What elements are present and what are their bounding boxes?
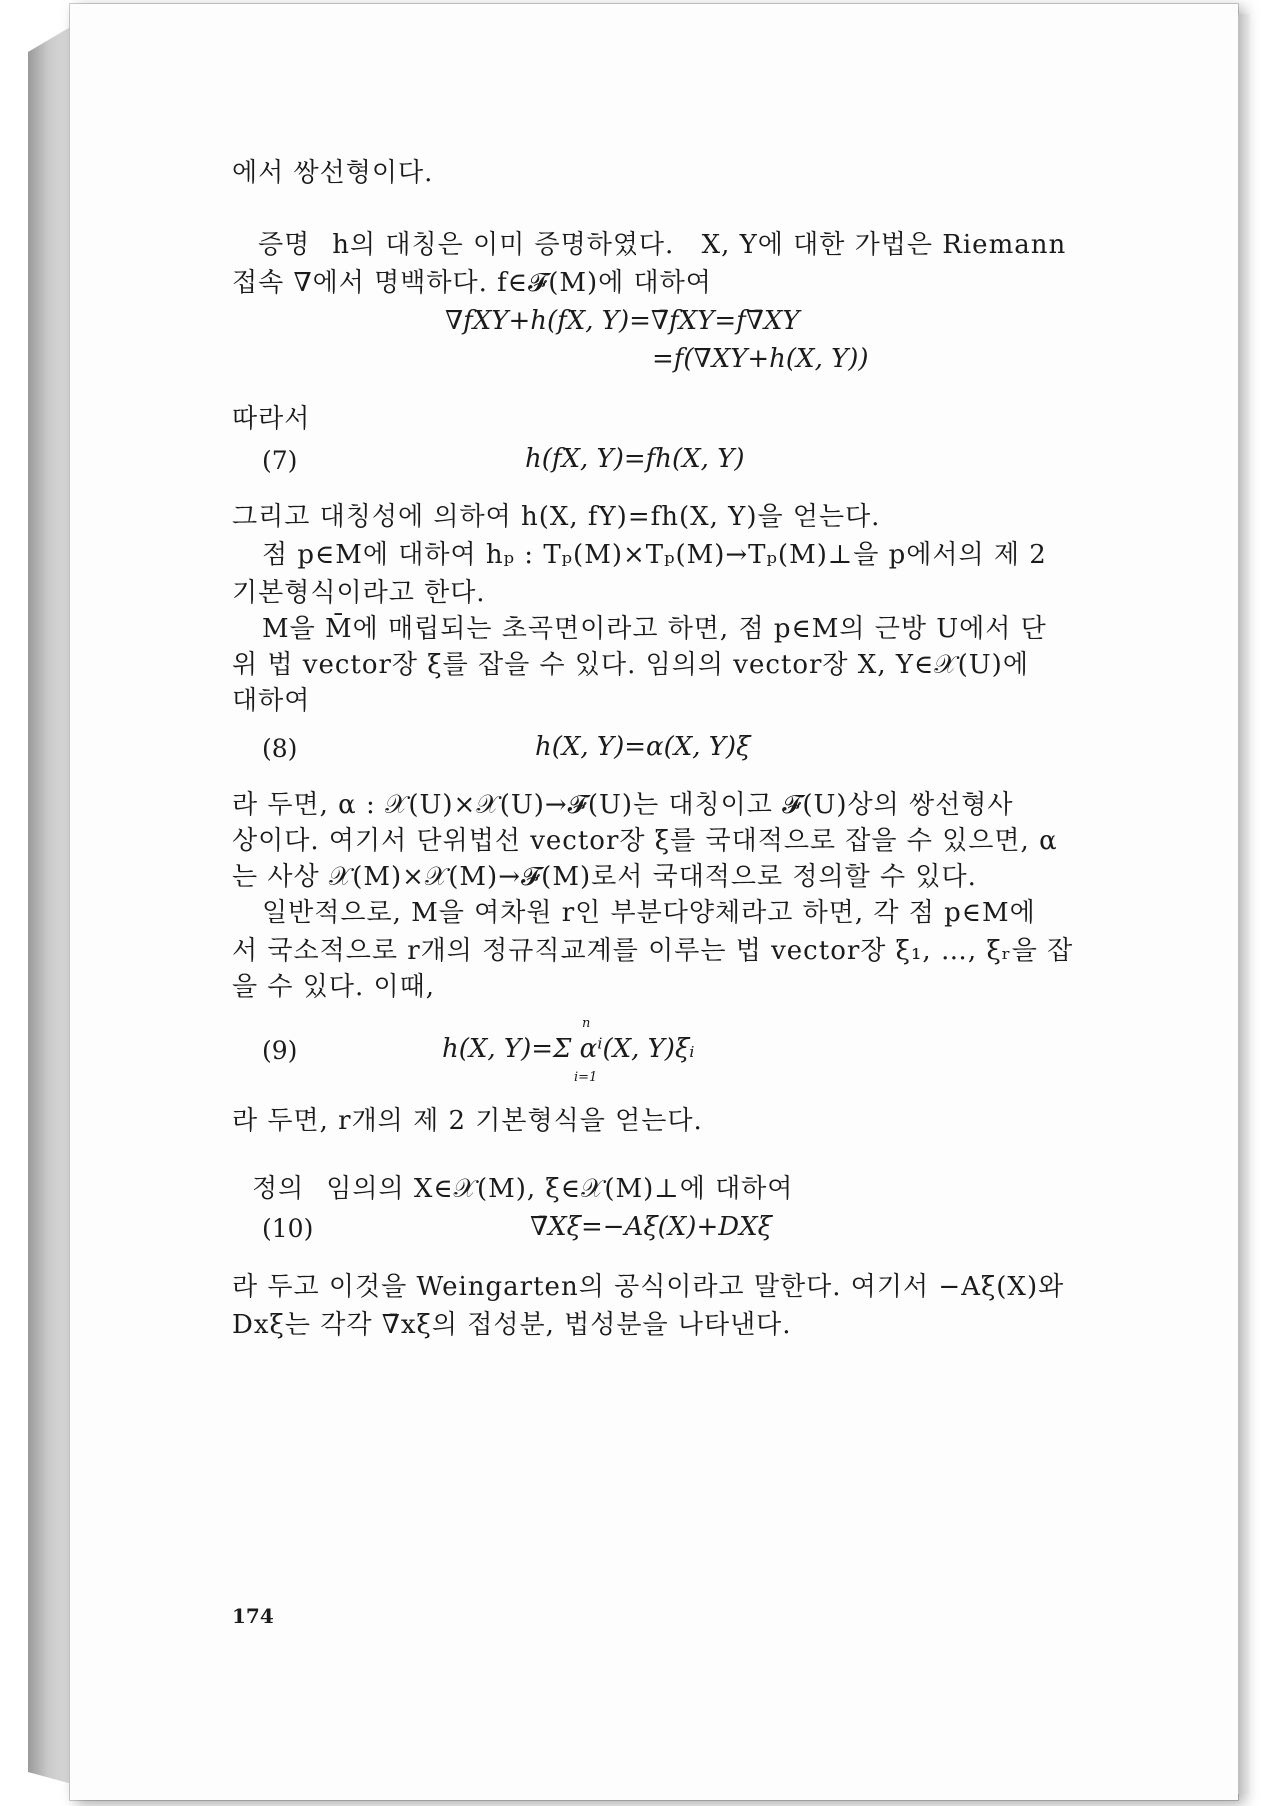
page-number: 174 — [232, 1604, 274, 1628]
equation-9-lower-limit: i=1 — [574, 1070, 598, 1085]
text-line: 에서 쌍선형이다. — [232, 158, 434, 188]
definition-line — [232, 1168, 793, 1205]
equation-number-7: (7) — [262, 446, 298, 475]
text-line: 일반적으로, M을 여차원 r인 부분다양체라고 하면, 각 점 p∈M에 — [262, 898, 1036, 928]
text-line: 대하여 — [232, 686, 311, 716]
equation-a-line2: =f(∇XY+h(X, Y)) — [652, 344, 869, 374]
text-line: X, Y에 대한 가법은 Riemann — [701, 230, 1067, 260]
text-line: 임의의 X∈𝒳(M), ξ∈𝒳(M)⊥에 대하여 — [326, 1174, 794, 1204]
definition-keyword: 정의 — [252, 1174, 305, 1204]
text-line: 는 사상 𝒳(M)×𝒳(M)→𝓕(M)로서 국대적으로 정의할 수 있다. — [232, 862, 977, 892]
book-spine — [28, 26, 72, 1784]
equation-10: ∇̄Xξ=−Aξ(X)+DXξ — [530, 1212, 772, 1242]
text-line: 라 두면, α : 𝒳(U)×𝒳(U)→𝓕(U)는 대칭이고 𝓕(U)상의 쌍선형사 — [232, 790, 1014, 820]
text-line: 기본형식이라고 한다. — [232, 578, 486, 608]
equation-number-8: (8) — [262, 734, 298, 763]
equation-7: h(fX, Y)=fh(X, Y) — [525, 444, 745, 474]
text-line: 라 두면, r개의 제 2 기본형식을 얻는다. — [232, 1106, 703, 1136]
text-line: 점 p∈M에 대하여 hₚ : Tₚ(M)×Tₚ(M)→Tₚ(M)⊥을 p에서의 제 2 — [262, 540, 1047, 570]
text-line: 그리고 대칭성에 의하여 h(X, fY)=fh(X, Y)을 얻는다. — [232, 502, 881, 532]
proof-line — [232, 224, 1066, 261]
text-line: M을 M̄에 매립되는 초곡면이라고 하면, 점 p∈M의 근방 U에서 단 — [262, 614, 1047, 644]
text-line: 접속 ∇에서 명백하다. f∈𝓕(M)에 대하여 — [232, 268, 712, 298]
proof-lead: h의 대칭은 이미 증명하였다. — [332, 230, 675, 260]
text-line: 상이다. 여기서 단위법선 vector장 ξ를 국대적으로 잡을 수 있으면, α — [232, 826, 1058, 856]
text-line: 위 법 vector장 ξ를 잡을 수 있다. 임의의 vector장 X, Y∈𝒳(U)에 — [232, 650, 1029, 680]
equation-a-line1: ∇fXY+h(fX, Y)=∇̄fXY=f∇̄XY — [445, 306, 800, 336]
proof-keyword: 증명 — [258, 230, 311, 260]
text-line: 서 국소적으로 r개의 정규직교계를 이루는 법 vector장 ξ₁, …, ξᵣ을 잡 — [232, 936, 1074, 966]
text-line: 라 두고 이것을 Weingarten의 공식이라고 말한다. 여기서 −Aξ(X)와 — [232, 1272, 1065, 1302]
equation-number-10: (10) — [262, 1214, 314, 1243]
equation-9: h(X, Y)=Σ αⁱ(X, Y)ξᵢ — [442, 1034, 695, 1064]
equation-8: h(X, Y)=α(X, Y)ξ — [535, 732, 751, 762]
equation-number-9: (9) — [262, 1036, 298, 1065]
text-line: 을 수 있다. 이때, — [232, 972, 436, 1002]
equation-9-upper-limit: n — [582, 1016, 591, 1031]
text-line: 따라서 — [232, 404, 311, 434]
text-line: Dxξ는 각각 ∇̄xξ의 접성분, 법성분을 나타낸다. — [232, 1310, 792, 1340]
page-edge — [1238, 14, 1250, 1794]
